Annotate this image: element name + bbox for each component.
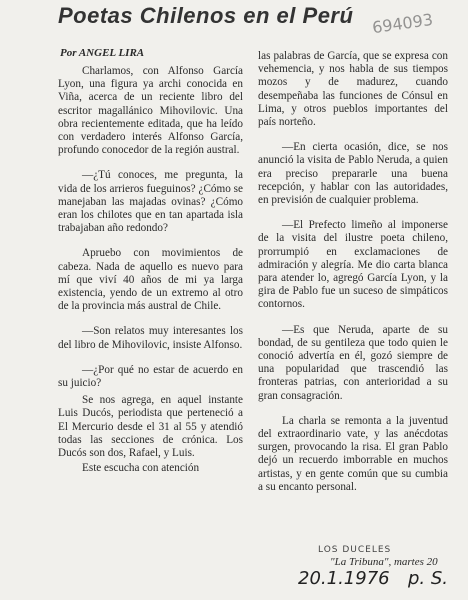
byline: Por ANGEL LIRA [60,47,145,59]
left-column [58,65,243,487]
paragraph: La charla se remonta a la juventud del extraordinario vate, y las anécdotas surgen, provocando la risa. El gran Pablo dejó un recuerdo imborrable en muchos artistas, y en gente común que su cumbia a su encanto personal. [258,414,448,493]
paragraph: —¿Tú conoces, me pregunta, la vida de los arrieros fueguinos? ¿Cómo se manejaban las majadas ovinas? ¿Cómo eran los chilotes que en tan apartada isla trabajaban año redondo? [58,169,243,235]
paragraph: —En cierta ocasión, dice, se nos anunció la visita de Pablo Neruda, a quien era preciso prepararle una buena recepción, y hablar con las autoridades, en previsión de cualquier problema. [258,141,448,207]
paragraph: las palabras de García, que se expresa con vehemencia, y nos habla de sus tiempos mozos y de madurez, cuando desempeñaba las funciones de Cónsul en Lima, y otros pueblos importantes del país norteño. [258,50,448,129]
article-title: Poetas Chilenos en el Perú [58,3,354,28]
handwritten-source-note: LOS DUCELES [318,545,392,555]
paragraph: —Son relatos muy interesantes los del libro de Mihovilovic, insiste Alfonso. [58,325,243,351]
paragraph: Charlamos, con Alfonso García Lyon, una figura ya archi conocida en Viña, acerca de un reciente libro del escritor magallánico Mihovilovic. Una obra recientemente editada, que ha leído con verdadero interés Alfonso García, profundo conocedor de la región austral. [58,65,243,157]
publication-signature: "La Tribuna", martes 20 [330,556,438,568]
handwritten-initials: p. S. [408,568,449,589]
paragraph: —El Prefecto limeño al imponerse de la visita del ilustre poeta chileno, prorrumpió en exclamaciones de admiración y alegría. Me dio carta blanca para atender lo, agregó García Lyon, y la gira de Pablo fue un suceso de simpáticos contornos. [258,219,448,311]
paragraph: Se nos agrega, en aquel instante Luis Ducós, periodista que perteneció a El Mercurio desde el 31 al 55 y atendió todas las secciones de crónica. Los Ducós son dos, Rafael, y Luis. [58,394,243,460]
paragraph: —¿Por qué no estar de acuerdo en su juicio? [58,363,243,390]
handwritten-date: 20.1.1976 [298,568,390,589]
handwritten-catalog-number: 694093 [370,9,435,38]
paragraph: Este escucha con atención [82,462,200,475]
paragraph: —Es que Neruda, aparte de su bondad, de su gentileza que todo quien le conoció advertía en él, gozó siempre de una popularidad que trascendió las fronteras patrias, con anterioridad a su gran consagración. [258,323,448,402]
paragraph: Apruebo con movimientos de cabeza. Nada de aquello es nuevo para mí que viví 40 años de mi ya larga existencia, yendo de un extremo al otro de la provincia más austral de Chile. [58,247,243,313]
right-column [258,50,448,506]
